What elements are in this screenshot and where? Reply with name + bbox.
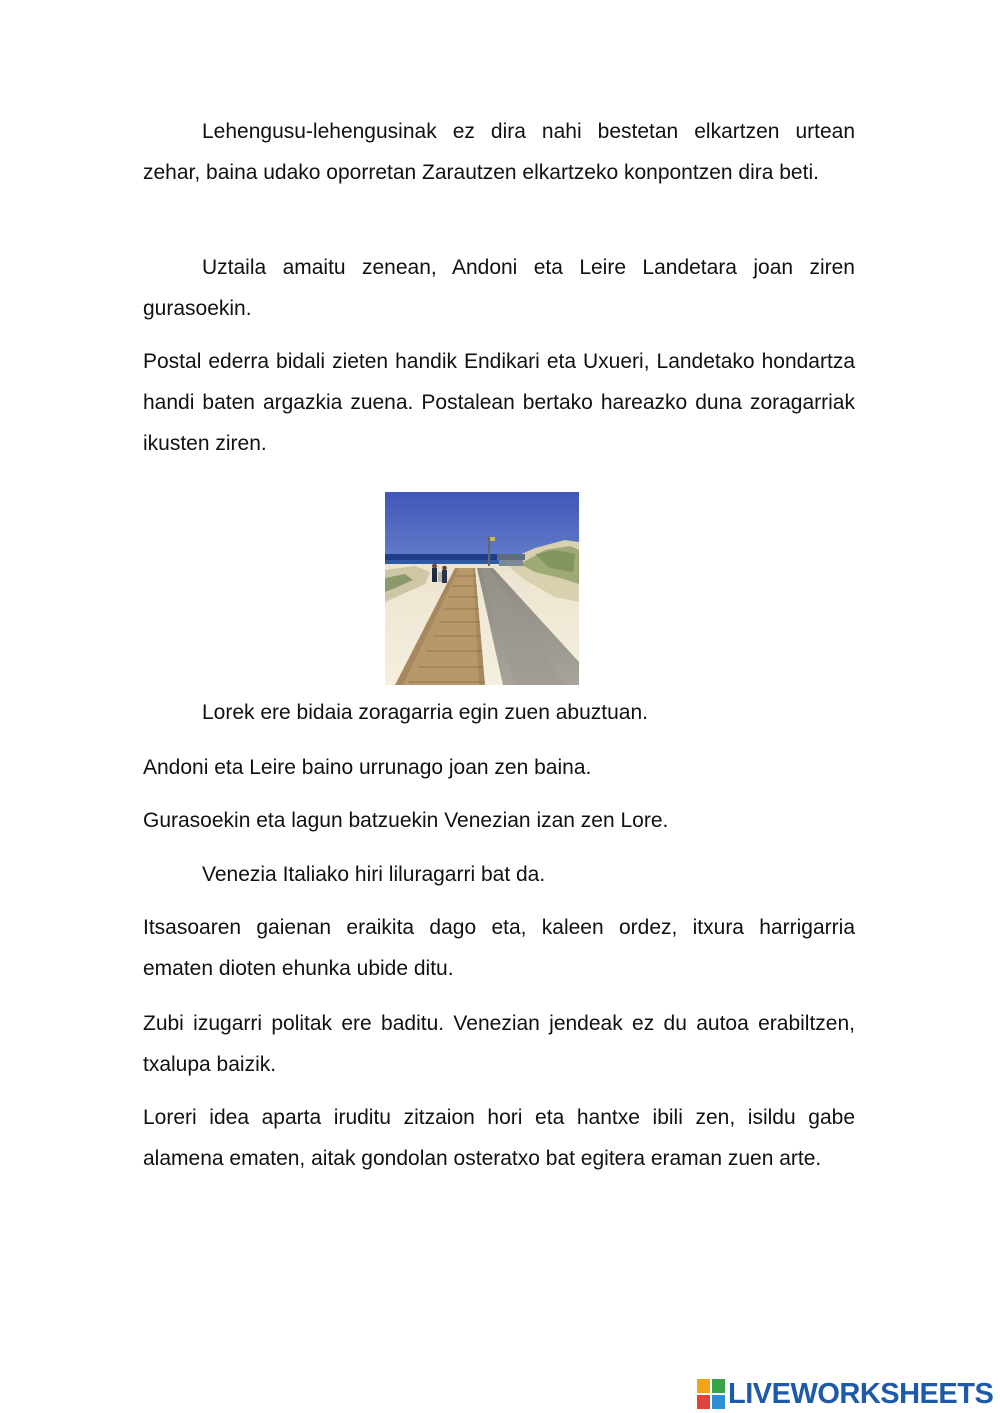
liveworksheets-logo [697,1376,993,1412]
paragraph-july: Uztaila amaitu zenean, Andoni eta Leire Landetara joan ziren gurasoekin. [143,256,855,320]
liveworksheets-wordmark: LIVEWORKSHEETS [728,1377,994,1410]
paragraph-postcard: Postal ederra bidali zieten handik Endikari eta Uxueri, Landetako hondartza handi baten argazkia zuena. Postalean bertako hareazko duna zoragarriak ikusten ziren. [143,350,855,455]
paragraph-further: Andoni eta Leire baino urrunago joan zen baina. [143,756,592,779]
paragraph-venice-trip: Gurasoekin eta lagun batzuekin Venezian izan zen Lore. [143,809,669,832]
paragraph-bridges: Zubi izugarri politak ere baditu. Venezian jendeak ez du autoa erabiltzen, txalupa baizik. [143,1012,855,1076]
paragraph-cousins: Lehengusu-lehengusinak ez dira nahi bestetan elkartzen urtean zehar, baina udako oporretan Zarautzen elkartzeko konpontzen dira beti. [143,120,855,184]
beach-photo [385,492,579,685]
paragraph-venice-city: Venezia Italiako hiri liluragarri bat da. [202,863,546,886]
liveworksheets-logo-icon [697,1379,725,1409]
paragraph-gondola: Loreri idea aparta iruditu zitzaion hori eta hantxe ibili zen, isildu gabe alamena ematen, aitak gondolan osteratxo bat egitera eraman zuen arte. [143,1106,855,1170]
paragraph-canals: Itsasoaren gaienan eraikita dago eta, kaleen ordez, itxura harrigarria ematen dioten ehunka ubide ditu. [143,916,855,980]
paragraph-august: Lorek ere bidaia zoragarria egin zuen abuztuan. [202,701,648,724]
